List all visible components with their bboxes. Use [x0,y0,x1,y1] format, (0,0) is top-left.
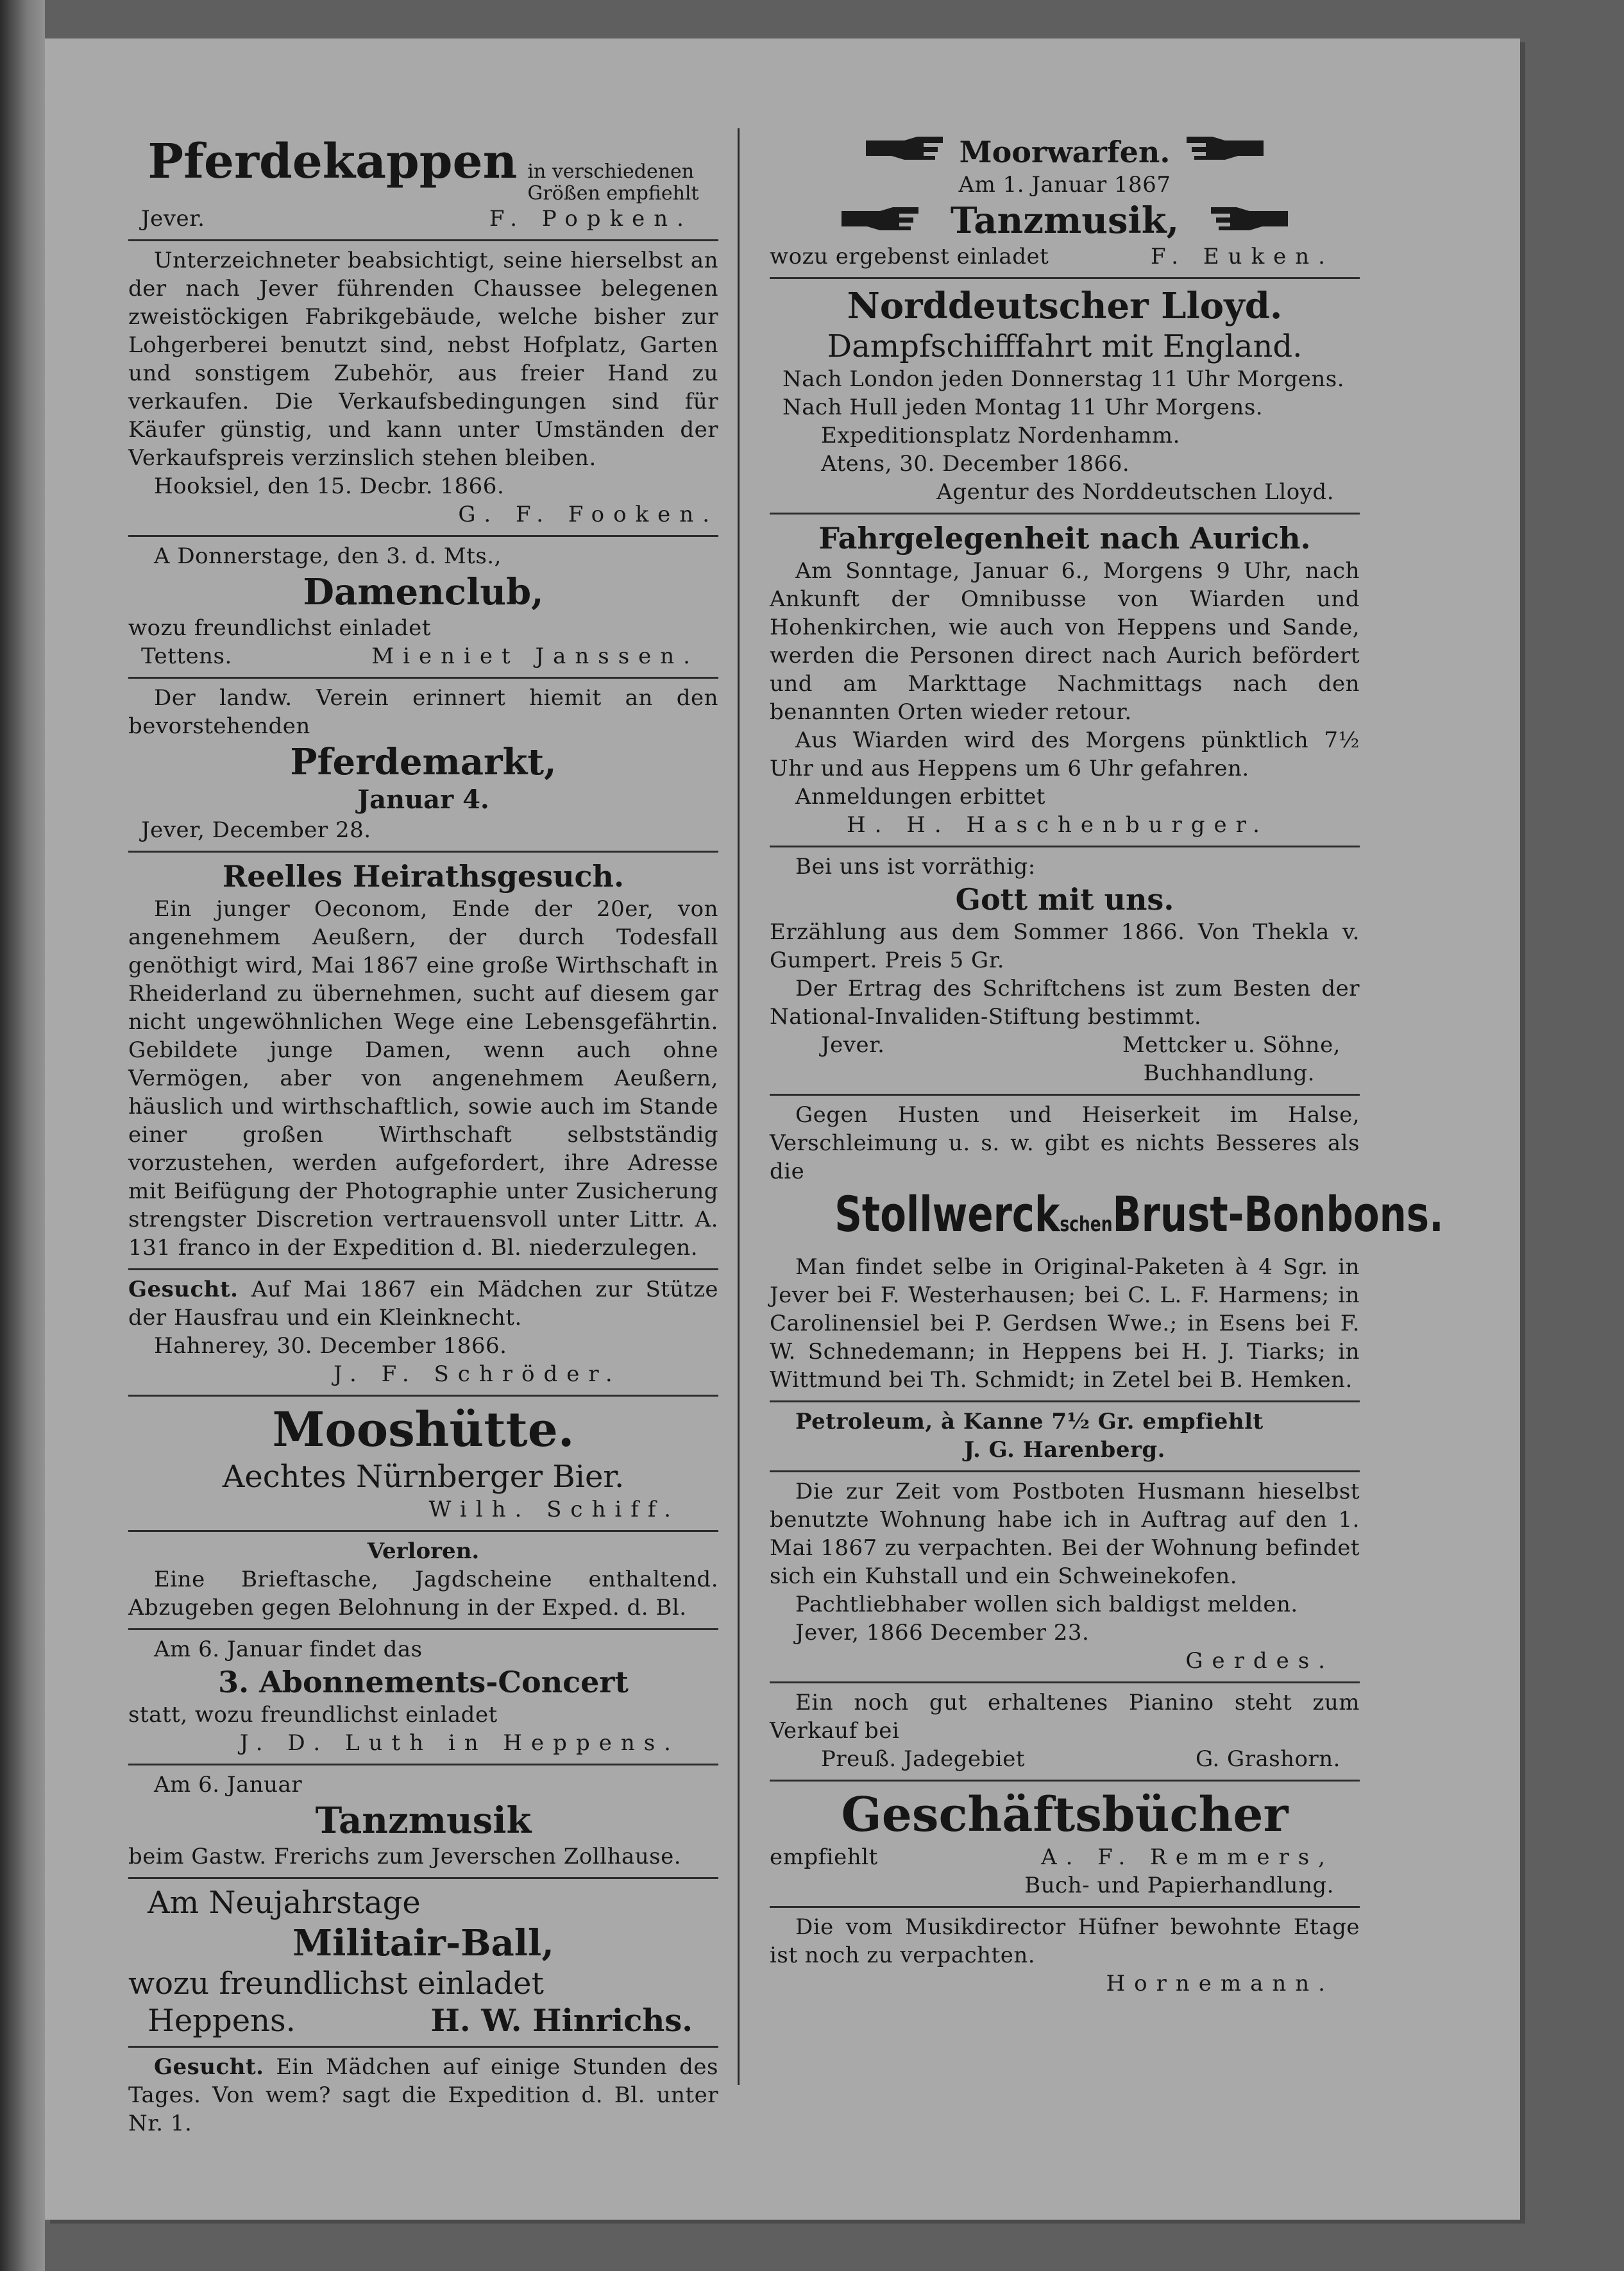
ad-text: Am Sonntage, Januar 6., Morgens 9 Uhr, nach Ankunft der Omnibusse von Wiarden und Hohenkirchen, wie auch von Heppens und Sande, werden die Personen direct nach Aurich befördert und am Markttage Nachmittags nach den benannten Orten wieder retour. [770,558,1360,725]
column-divider [738,128,740,2085]
ad-lead: Gesucht. [154,2054,264,2080]
ad-signature: F. Euken. [1150,244,1334,269]
ad-text: Unterzeichneter beabsichtigt, seine hierselbst an der nach Jever führenden Chaussee belegenen zweistöckigen Fabrikgebäude, welche bisher zur Lohgerberei benutzt sind, nebst Hofplatz, Garten und sonstigem Zubehör, aus freier Hand zu verkaufen. Die Verkaufsbedingungen sind für Käufer günstig, und kann unter Umständen der Verkaufspreis verzinslich stehen bleiben. [128,248,718,471]
ad-subtitle: Dampfschifffahrt mit England. [827,328,1303,364]
ad-geschaeftsbuecher [770,1782,1360,1908]
ad-gott-mit-uns [770,847,1360,1096]
ad-title: Fahrgelegenheit nach Aurich. [818,521,1311,556]
ad-title: Moorwarfen. [959,135,1171,169]
ad-title: Geschäftsbücher [841,1787,1289,1842]
ad-title: Militair-Ball, [292,1922,554,1964]
ad-title: Gott mit uns. [955,882,1174,917]
ad-signature: Mieniet Janssen. [371,643,699,669]
ad-fabrik-verkauf [128,241,718,537]
ad-line: Am Neujahrstage [148,1885,421,1921]
ad-line: beim Gastw. Frerichs zum Jeverschen Zollhause. [128,1844,682,1869]
ad-place: Tettens. [141,643,232,669]
ad-signature: J. G. Harenberg. [964,1437,1165,1463]
ad-tanzmusik-zollhaus [128,1765,718,1879]
ad-damenclub [128,537,718,679]
ad-signature: Hornemann. [1106,1971,1334,1996]
ad-abonnements-concert [128,1630,718,1765]
ad-title-part: Brust-Bonbons. [1112,1186,1444,1243]
ad-subtitle: Januar 4. [357,785,489,815]
ad-title [834,1186,1444,1253]
ad-signature: H. H. Haschenburger. [847,812,1269,838]
ad-side-line: Größen empfiehlt [527,182,699,205]
ad-signature: J. F. Schröder. [334,1361,622,1387]
ad-line: Am 6. Januar findet das [154,1637,423,1662]
ad-line: wozu ergebenst einladet [770,244,1049,269]
ad-etage [770,1908,1360,2004]
pointing-hand-left-icon [1183,134,1266,162]
ad-text: Pachtliebhaber wollen sich baldigst melden. [795,1592,1298,1617]
ad-militair-ball [128,1879,718,2048]
ad-signature: Buchhandlung. [1143,1060,1315,1086]
ad-line: statt, wozu freundlichst einladet [128,1702,498,1728]
ad-date: Hooksiel, den 15. Decbr. 1866. [154,473,505,499]
ad-brust-bonbons [770,1096,1444,1402]
ad-pferdemarkt [128,679,718,853]
ad-signature: G. F. Fooken. [458,502,718,527]
ad-line: empfiehlt [770,1844,878,1870]
ad-title: Norddeutscher Lloyd. [847,285,1283,327]
ad-text: Auf Mai 1867 ein Mädchen zur Stütze der Hausfrau und ein Kleinknecht. [128,1277,718,1331]
ad-line: wozu freundlichst einladet [128,1966,544,2002]
ad-place: Jever. [821,1032,885,1058]
pointing-hand-left-icon [1194,205,1303,233]
book-spine [0,0,45,2271]
right-column [770,128,1444,2004]
ad-place: Preuß. Jadegebiet [821,1746,1026,1772]
ad-text: Ein Mädchen auf einige Stunden des Tages. Von wem? sagt die Expedition d. Bl. unter Nr. 1. [128,2054,718,2136]
ad-line: Nach London jeden Donnerstag 11 Uhr Morgens. [782,366,1345,392]
ad-fahrgelegenheit [770,515,1360,847]
ad-text: Ein junger Oeconom, Ende der 20er, von angenehmem Aeußern, der durch Todesfall genöthigt wird, Mai 1867 eine große Wirthschaft in Rheiderland zu übernehmen, sucht auf diesem gar nicht ungewöhnlichen Wege eine Lebensgefährtin. Gebildete junge Damen, wenn auch ohne Vermögen, aber von angenehmem Aeußern, häuslich und wirthschaftlich, sowie auch im Stande einer großen Wirthschaft selbstständig vorzustehen, werden aufgefordert, ihre Adresse mit Beifügung der Photographie unter Zusicherung strengster Discretion vertrauensvoll unter Littr. A. 131 franco in der Expedition d. Bl. niederzulegen. [128,896,718,1261]
ad-gesucht-maedchen [128,1270,718,1397]
ad-signature: Buch- und Papierhandlung. [1024,1873,1334,1898]
ad-signature: Agentur des Norddeutschen Lloyd. [936,479,1334,505]
ad-signature: A. F. Remmers, [1041,1844,1334,1870]
ad-gesucht-stunden [128,2048,718,2144]
ad-side-line: in verschiedenen [527,160,695,183]
ad-text: Gegen Husten und Heiserkeit im Halse, Verschleimung u. s. w. gibt es nichts Besseres als die [770,1102,1360,1184]
ad-place: Heppens. [148,2003,296,2039]
ad-mooshuette [128,1397,718,1532]
ad-title: Tanzmusik [315,1799,532,1842]
ad-line: A Donnerstage, den 3. d. Mts., [154,543,502,569]
ad-subtitle: Aechtes Nürnberger Bier. [222,1459,625,1495]
ad-text: Der Ertrag des Schriftchens ist zum Besten der National-Invaliden-Stiftung bestimmt. [770,976,1360,1030]
ad-title: Reelles Heirathsgesuch. [223,859,624,894]
ad-title: Verloren. [367,1538,480,1564]
ad-title: Damenclub, [303,571,544,613]
ad-title: Pferdekappen [148,134,518,189]
ad-signature: Wilh. Schiff. [428,1497,680,1522]
ad-line: Nach Hull jeden Montag 11 Uhr Morgens. [782,395,1264,420]
ad-signature: Mettcker u. Söhne, [1122,1032,1341,1058]
ad-line: Am 6. Januar [154,1772,303,1798]
ad-title-part: schen [1060,1212,1113,1236]
ad-date: Jever, December 28. [141,817,371,843]
ad-line: Expeditionsplatz Nordenhamm. [821,423,1180,448]
ad-line: Bei uns ist vorräthig: [795,854,1036,880]
ad-title: Pferdemarkt, [290,741,557,783]
ad-moorwarfen [770,128,1360,279]
ad-date: Hahnerey, 30. December 1866. [154,1333,507,1359]
ad-date: Am 1. Januar 1867 [958,172,1171,198]
ad-line: Atens, 30. December 1866. [821,451,1130,477]
ad-wohnung-verpachten [770,1472,1360,1683]
ad-signature: F. Popken. [489,206,693,232]
ad-text: Aus Wiarden wird des Morgens pünktlich 7½ Uhr und aus Heppens um 6 Uhr gefahren. [770,727,1360,781]
left-column [128,128,718,2144]
ad-place: Jever. [141,206,205,232]
ad-text: Eine Brieftasche, Jagdscheine enthaltend. Abzugeben gegen Belohnung in der Exped. d. Bl. [128,1567,718,1620]
ad-petroleum [770,1402,1360,1472]
ad-signature: G. Grashorn. [1195,1746,1341,1772]
ad-line: Der landw. Verein erinnert hiemit an den bevorstehenden [128,685,718,739]
ad-text: Erzählung aus dem Sommer 1866. Von Thekla v. Gumpert. Preis 5 Gr. [770,919,1360,973]
ad-heirathsgesuch [128,853,718,1270]
ad-lead: Gesucht. [128,1277,239,1302]
ad-title: Tanzmusik, [950,200,1180,242]
ad-text: Die zur Zeit vom Postboten Husmann hieselbst benutzte Wohnung habe ich in Auftrag auf den 1. Mai 1867 zu verpachten. Bei der Wohnung befindet sich ein Kuhstall und ein Schweinekofen. [770,1479,1360,1589]
ad-pianino [770,1683,1360,1782]
ad-text: Die vom Musikdirector Hüfner bewohnte Etage ist noch zu verpachten. [770,1914,1360,1968]
ad-title-part: Stollwerck [834,1186,1060,1243]
ad-line: Anmeldungen erbittet [795,784,1045,810]
ad-text: Man findet selbe in Original-Paketen à 4 Sgr. in Jever bei F. Westerhausen; bei C. L. F. Harmens; in Carolinensiel bei P. Gerdsen Wwe.; in Esens bei F. W. Schnedemann; in Heppens bei H. J. Tiarks; in Wittmund bei Th. Schmidt; in Zetel bei B. Hemken. [770,1254,1360,1393]
ad-text: Ein noch gut erhaltenes Pianino steht zum Verkauf bei [770,1690,1360,1744]
ad-signature: Gerdes. [1185,1648,1334,1674]
ad-line: wozu freundlichst einladet [128,615,431,641]
ad-title: 3. Abonnements-Concert [218,1665,629,1699]
ad-pferdekappen [128,128,718,241]
pointing-hand-right-icon [826,205,935,233]
ad-date: Jever, 1866 December 23. [795,1620,1090,1646]
ad-signature: J. D. Luth in Heppens. [239,1730,680,1756]
ad-signature: H. W. Hinrichs. [430,2003,693,2039]
ad-text: Petroleum, à Kanne 7½ Gr. empfiehlt [795,1409,1264,1434]
ad-title: Mooshütte. [272,1402,575,1458]
pointing-hand-right-icon [863,134,947,162]
ad-norddeutscher-lloyd [770,279,1360,515]
ad-verloren [128,1532,718,1630]
